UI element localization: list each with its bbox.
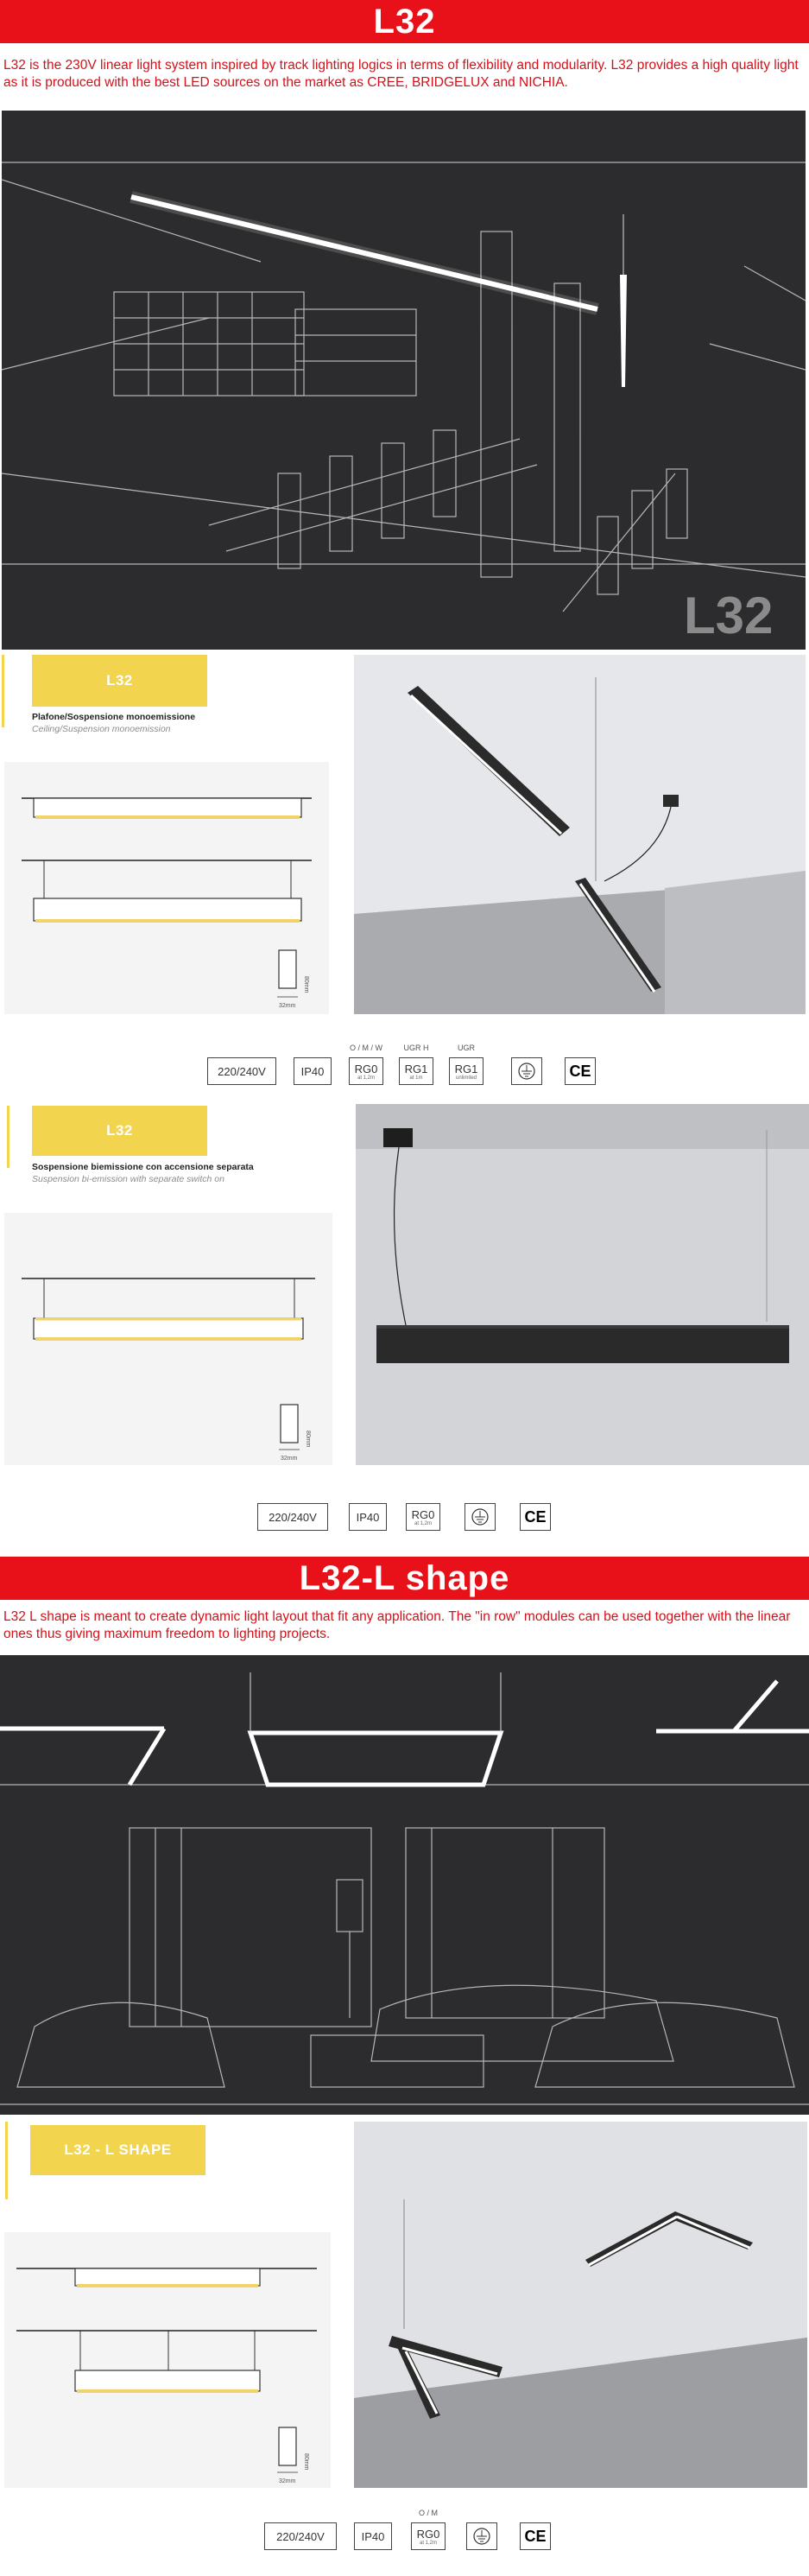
spec-rg1-top: UGR H [403,1044,429,1052]
spec-ip-rating: IP40 [349,1503,387,1531]
technical-drawing [4,2232,331,2488]
dimension-height: 80mm [305,1431,311,1448]
section-title-banner: L32 [0,0,809,43]
ce-mark-icon: CE [520,2522,551,2550]
spec-rg0: RG0 at 1,2m [406,1503,440,1531]
ce-mark-icon: CE [520,1503,551,1531]
subtitle-italian: Sospensione biemissione con accensione separata [32,1162,254,1172]
subtitle-english: Suspension bi-emission with separate switch on [32,1174,224,1184]
product-photo-suspension [356,1104,809,1465]
tag-accent-bar [7,1106,9,1168]
tag-accent-bar [2,655,4,727]
spec-rg0-top: O / M / W [350,1044,382,1052]
dimension-width: 32mm [281,1456,298,1462]
spec-voltage: 220/240V [257,1503,328,1531]
spec-rg0-top: O / M [419,2509,438,2517]
restaurant-sketch [2,111,806,650]
product-tag: L32 [32,1106,207,1156]
subtitle-english: Ceiling/Suspension monoemission [32,724,171,734]
tag-accent-bar [5,2122,8,2199]
product-tag: L32 - L SHAPE [30,2125,205,2175]
dimension-height: 80mm [303,976,309,993]
spec-rg1-ugr: RG1 unlimited [449,1057,484,1085]
section-description: L32 is the 230V linear light system inspired by track lighting logics in terms of flexibility and modularity. L32 provides a high quality light as it is produced with the best LED sources on the market as CREE, BRIDGELUX and NICHIA. [3,58,799,90]
earth-symbol-icon [466,2522,497,2550]
subtitle-italian: Plafone/Sospensione monoemissione [32,712,196,722]
hero-illustration-living-room [0,1655,809,2115]
section-description: L32 L shape is meant to create dynamic light layout that fit any application. The "in row" modules can be used together with the linear ones thus giving maximum freedom to lighting projects. [3,1609,791,1641]
dimension-width: 32mm [279,2478,296,2484]
spec-rg0: RG0 at 1,2m [411,2522,446,2550]
hero-logo: L32 [684,587,774,644]
ce-mark-icon: CE [565,1057,596,1085]
earth-symbol-icon [511,1057,542,1085]
earth-symbol-icon [465,1503,496,1531]
spec-rg1-ugr-top: UGR [458,1044,475,1052]
spec-ip-rating: IP40 [294,1057,332,1085]
spec-rg1-ugrh: RG1 at 1m [399,1057,433,1085]
hero-illustration-restaurant [2,111,806,650]
section-title-banner: L32-L shape [0,1557,809,1600]
product-photo-ceiling [354,655,806,1014]
dimension-width: 32mm [279,1003,296,1009]
living-room-sketch [0,1655,809,2115]
technical-drawing [4,1213,332,1465]
product-tag: L32 [32,655,207,707]
spec-voltage: 220/240V [264,2522,337,2550]
technical-drawing [4,762,329,1014]
spec-ip-rating: IP40 [354,2522,392,2550]
spec-rg0: RG0 at 1,2m [349,1057,383,1085]
product-photo-l-shape [354,2122,807,2488]
dimension-height: 80mm [303,2453,309,2471]
spec-voltage: 220/240V [207,1057,276,1085]
